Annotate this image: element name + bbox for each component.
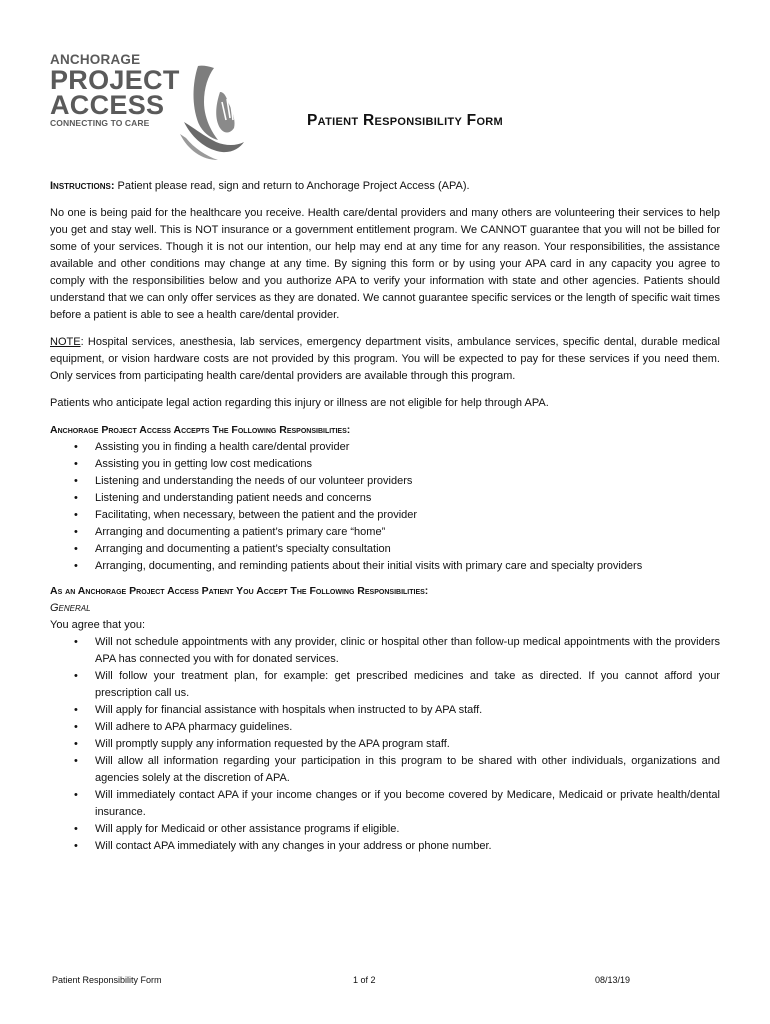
bullet-icon: • bbox=[74, 441, 78, 453]
page-title: Patient Responsibility Form bbox=[307, 112, 504, 129]
hands-icon bbox=[162, 62, 252, 162]
bullet-icon: • bbox=[74, 543, 78, 555]
bullet-icon: • bbox=[74, 704, 78, 716]
note-label: NOTE bbox=[50, 336, 81, 348]
list-item: • Assisting you in getting low cost medications bbox=[50, 456, 720, 473]
agree-intro: You agree that you: bbox=[50, 619, 146, 631]
list-item: • Will apply for Medicaid or other assistance programs if eligible. bbox=[50, 821, 720, 838]
list-item: • Will apply for financial assistance with hospitals when instructed to by APA staff. bbox=[50, 702, 720, 719]
form-body bbox=[50, 178, 720, 863]
bullet-icon: • bbox=[74, 721, 78, 733]
apa-responsibilities-heading: Anchorage Project Access Accepts The Following Responsibilities: bbox=[50, 424, 351, 436]
list-item: • Arranging, documenting, and reminding patients about their initial visits with primary care and specialty providers bbox=[50, 558, 720, 575]
instructions-text: Patient please read, sign and return to Anchorage Project Access (APA). bbox=[114, 180, 470, 192]
anchorage-project-access-logo bbox=[50, 52, 200, 162]
bullet-icon: • bbox=[74, 526, 78, 538]
bullet-icon: • bbox=[74, 458, 78, 470]
bullet-icon: • bbox=[74, 509, 78, 521]
list-item: • Will contact APA immediately with any changes in your address or phone number. bbox=[50, 838, 720, 855]
list-item: • Arranging and documenting a patient’s primary care “home” bbox=[50, 524, 720, 541]
list-item: • Facilitating, when necessary, between the patient and the provider bbox=[50, 507, 720, 524]
patient-responsibilities-list bbox=[50, 634, 720, 855]
list-item: • Listening and understanding patient needs and concerns bbox=[50, 490, 720, 507]
logo-line-project: PROJECT bbox=[50, 65, 180, 95]
intro-paragraph: No one is being paid for the healthcare you receive. Health care/dental providers and many others are volunteering their services to help you get and stay well. This is NOT insurance or a government entitlement program. We CANNOT guarantee that you will not be billed for some of your services. Though it is not our intention, our help may end at any time for any reason. Your responsibilities, the assistance available and other conditions may change at any time. By signing this form or by using your APA card in any capacity you agree to comply with the responsibilities below and you authorize APA to verify your information with state and other agencies. Patients should understand that we can only offer services as they are donated. We cannot guarantee specific services or the length of specific wait times before a patient is able to see a health care/dental provider. bbox=[50, 207, 720, 321]
bullet-icon: • bbox=[74, 492, 78, 504]
list-item: • Assisting you in finding a health care/dental provider bbox=[50, 439, 720, 456]
bullet-icon: • bbox=[74, 475, 78, 487]
list-item: • Arranging and documenting a patient’s specialty consultation bbox=[50, 541, 720, 558]
bullet-icon: • bbox=[74, 789, 78, 801]
bullet-icon: • bbox=[74, 670, 78, 682]
bullet-icon: • bbox=[74, 755, 78, 767]
note-paragraph bbox=[50, 334, 720, 385]
bullet-icon: • bbox=[74, 823, 78, 835]
footer-date: 08/13/19 bbox=[595, 975, 631, 985]
footer-form-name: Patient Responsibility Form bbox=[52, 975, 162, 985]
note-text: : Hospital services, anesthesia, lab services, emergency department visits, ambulance services, specific dental, durable medical equipment, or vision hardware costs are not provided by this program. You will be expected to pay for these services if you need them. Only services from participating health care/dental providers are available through this program. bbox=[50, 336, 720, 382]
bullet-icon: • bbox=[74, 840, 78, 852]
list-item: • Will adhere to APA pharmacy guidelines. bbox=[50, 719, 720, 736]
patient-responsibilities-heading: As an Anchorage Project Access Patient You Accept The Following Responsibilities: bbox=[50, 585, 429, 597]
logo-line-anchorage: ANCHORAGE bbox=[50, 52, 141, 67]
general-subheading: General bbox=[50, 602, 91, 614]
footer-page-number: 1 of 2 bbox=[353, 975, 376, 985]
bullet-icon: • bbox=[74, 636, 78, 648]
instructions-label: Instructions: bbox=[50, 180, 115, 192]
legal-paragraph: Patients who anticipate legal action regarding this injury or illness are not eligible for help through APA. bbox=[50, 397, 549, 409]
list-item: • Will immediately contact APA if your income changes or if you become covered by Medicare, Medicaid or private health/dental insurance. bbox=[74, 789, 720, 818]
list-item: • Will promptly supply any information requested by the APA program staff. bbox=[50, 736, 720, 753]
list-item: • Will not schedule appointments with any provider, clinic or hospital other than follow-up medical appointments with the providers APA has connected you with for donated services. bbox=[74, 636, 720, 665]
list-item: • Will allow all information regarding your participation in this program to be shared with other individuals, organizations and agencies solely at the discretion of APA. bbox=[74, 755, 720, 784]
bullet-icon: • bbox=[74, 738, 78, 750]
list-item: • Will follow your treatment plan, for example: get prescribed medicines and take as directed. If you cannot afford your prescription call us. bbox=[74, 670, 720, 699]
list-item: • Listening and understanding the needs of our volunteer providers bbox=[50, 473, 720, 490]
logo-line-access: ACCESS bbox=[50, 90, 165, 120]
logo-tagline: CONNECTING TO CARE bbox=[50, 118, 150, 128]
apa-responsibilities-list bbox=[50, 439, 720, 575]
instructions bbox=[50, 178, 720, 195]
bullet-icon: • bbox=[74, 560, 78, 572]
